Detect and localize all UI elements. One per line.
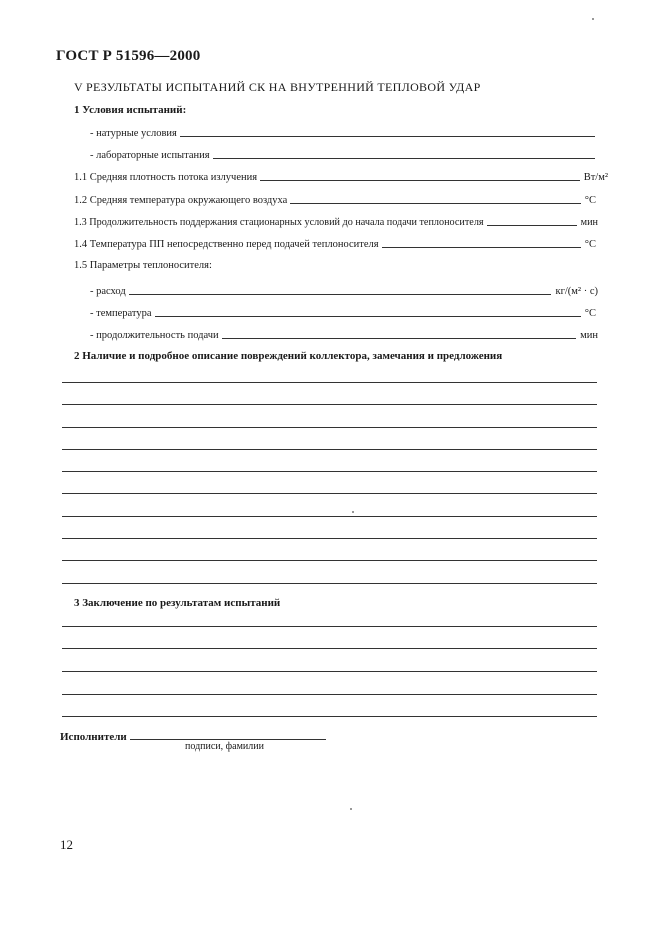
damage-line[interactable] (62, 427, 597, 428)
natural-conditions-field[interactable] (180, 126, 595, 137)
flow-row (90, 283, 598, 297)
radiation-flux-unit: Вт/м² (583, 172, 608, 183)
scan-speck (592, 18, 594, 20)
damage-line[interactable] (62, 449, 597, 450)
damage-heading: 2 Наличие и подробное описание повреждений коллектора, замечания и предложения (74, 350, 503, 362)
flow-field[interactable] (129, 284, 552, 295)
conditions-heading: 1 Условия испытаний: (74, 104, 187, 116)
steady-duration-unit: мин (580, 217, 598, 228)
air-temp-row (74, 192, 596, 206)
pp-temp-unit: °С (584, 239, 596, 250)
radiation-flux-field[interactable] (260, 170, 580, 181)
page-number: 12 (60, 837, 73, 852)
damage-line[interactable] (62, 560, 597, 561)
damage-line[interactable] (62, 516, 597, 517)
damage-line[interactable] (62, 538, 597, 539)
performers-label: Исполнители (60, 731, 127, 743)
supply-duration-label: - продолжительность подачи (90, 330, 219, 341)
standard-code: ГОСТ Р 51596—2000 (56, 48, 201, 64)
conclusion-line[interactable] (62, 648, 597, 649)
flow-label: - расход (90, 286, 126, 297)
air-temp-unit: °С (584, 195, 596, 206)
coolant-params-label: 1.5 Параметры теплоносителя: (74, 260, 212, 271)
radiation-flux-label: 1.1 Средняя плотность потока излучения (74, 172, 258, 183)
signature-field[interactable] (130, 739, 326, 740)
conclusion-line[interactable] (62, 694, 597, 695)
coolant-temp-label: - температура (90, 308, 152, 319)
radiation-flux-row (74, 169, 608, 183)
air-temp-field[interactable] (290, 193, 581, 204)
lab-tests-row (90, 147, 595, 161)
lab-tests-label: - лабораторные испытания (90, 150, 210, 161)
coolant-temp-unit: °С (584, 308, 596, 319)
conclusion-heading: 3 Заключение по результатам испытаний (74, 597, 281, 609)
conclusion-line[interactable] (62, 671, 597, 672)
natural-conditions-label: - натурные условия (90, 128, 177, 139)
air-temp-label: 1.2 Средняя температура окружающего воздуха (74, 195, 288, 206)
pp-temp-label: 1.4 Температура ПП непосредственно перед подачей теплоносителя (74, 239, 379, 250)
lab-tests-field[interactable] (213, 148, 595, 159)
coolant-temp-row (90, 305, 596, 319)
pp-temp-row (74, 236, 596, 250)
damage-line[interactable] (62, 493, 597, 494)
damage-line[interactable] (62, 382, 597, 383)
section-title: V РЕЗУЛЬТАТЫ ИСПЫТАНИЙ СК НА ВНУТРЕННИЙ ТЕПЛОВОЙ УДАР (74, 80, 481, 94)
natural-conditions-row (90, 125, 595, 139)
flow-unit: кг/(м² · с) (555, 286, 598, 297)
scan-speck (350, 808, 352, 810)
steady-duration-label: 1.3 Продолжительность поддержания стационарных условий до начала подачи теплоносителя (74, 217, 484, 228)
steady-duration-field[interactable] (487, 215, 577, 226)
conclusion-line[interactable] (62, 716, 597, 717)
damage-line[interactable] (62, 583, 597, 584)
supply-duration-field[interactable] (222, 328, 576, 339)
damage-line[interactable] (62, 404, 597, 405)
supply-duration-unit: мин (580, 330, 598, 341)
pp-temp-field[interactable] (382, 237, 581, 248)
scan-speck (352, 511, 354, 513)
supply-duration-row (90, 327, 598, 341)
damage-line[interactable] (62, 471, 597, 472)
steady-duration-row (74, 214, 598, 228)
coolant-temp-field[interactable] (155, 306, 581, 317)
signature-caption: подписи, фамилии (185, 741, 264, 752)
conclusion-line[interactable] (62, 626, 597, 627)
